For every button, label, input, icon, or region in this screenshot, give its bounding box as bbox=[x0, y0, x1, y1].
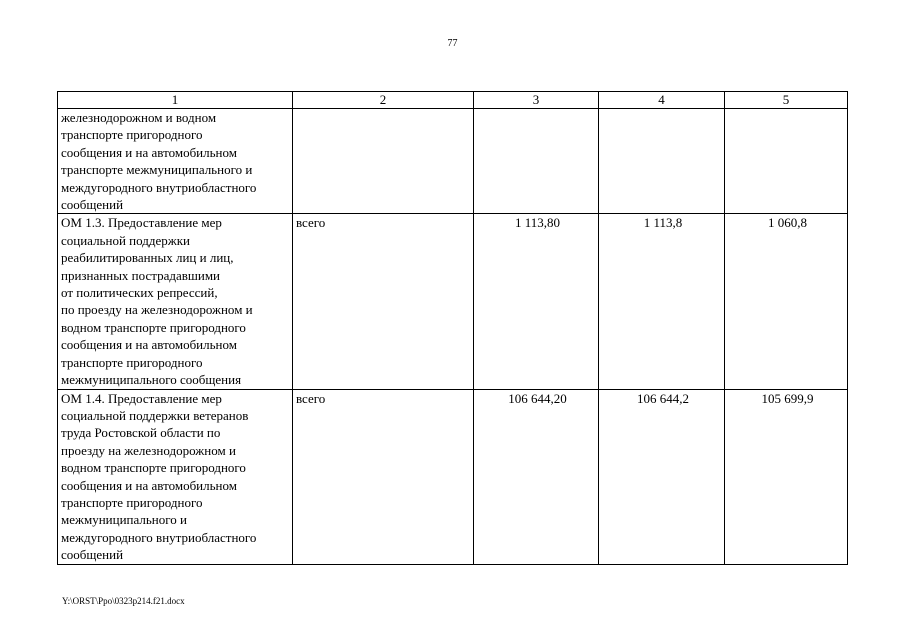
value-col5-cell: 1 060,8 bbox=[725, 214, 848, 389]
measure-name-cell: ОМ 1.4. Предоставление мер социальной поддержки ветеранов труда Ростовской области по проезду на железнодорожном и водном транспорте пригородного сообщения и на автомобильном транспорте пригородного межмуниципального и междугородного внутриобластного сообщений bbox=[58, 389, 293, 564]
column-header: 5 bbox=[725, 92, 848, 109]
table-header-row bbox=[58, 92, 848, 109]
file-path-footer: Y:\ORST\Ppo\0323p214.f21.docx bbox=[62, 596, 185, 606]
page-number: 77 bbox=[447, 38, 458, 49]
value-col3-cell: 1 113,80 bbox=[474, 214, 599, 389]
funding-source-cell: всего bbox=[293, 389, 474, 564]
measure-name-cell: ОМ 1.3. Предоставление мер социальной поддержки реабилитированных лиц и лиц, признанных пострадавшими от политических репрессий, по проезду на железнодорожном и водном транспорте пригородного сообщения и на автомобильном транспорте пригородного межмуниципального сообщения bbox=[58, 214, 293, 389]
table-row bbox=[58, 214, 848, 389]
value-col3-cell: 106 644,20 bbox=[474, 389, 599, 564]
funding-source-cell: всего bbox=[293, 214, 474, 389]
funding-source-cell bbox=[293, 109, 474, 214]
column-header: 3 bbox=[474, 92, 599, 109]
column-header: 1 bbox=[58, 92, 293, 109]
value-col5-cell bbox=[725, 109, 848, 214]
measure-name-cell: железнодорожном и водном транспорте пригородного сообщения и на автомобильном транспорте межмуниципального и междугородного внутриобластного сообщений bbox=[58, 109, 293, 214]
value-col4-cell: 1 113,8 bbox=[599, 214, 725, 389]
value-col5-cell: 105 699,9 bbox=[725, 389, 848, 564]
value-col4-cell: 106 644,2 bbox=[599, 389, 725, 564]
value-col3-cell bbox=[474, 109, 599, 214]
column-header: 2 bbox=[293, 92, 474, 109]
table-row bbox=[58, 109, 848, 214]
data-table bbox=[57, 91, 848, 565]
column-header: 4 bbox=[599, 92, 725, 109]
table-row bbox=[58, 389, 848, 564]
value-col4-cell bbox=[599, 109, 725, 214]
